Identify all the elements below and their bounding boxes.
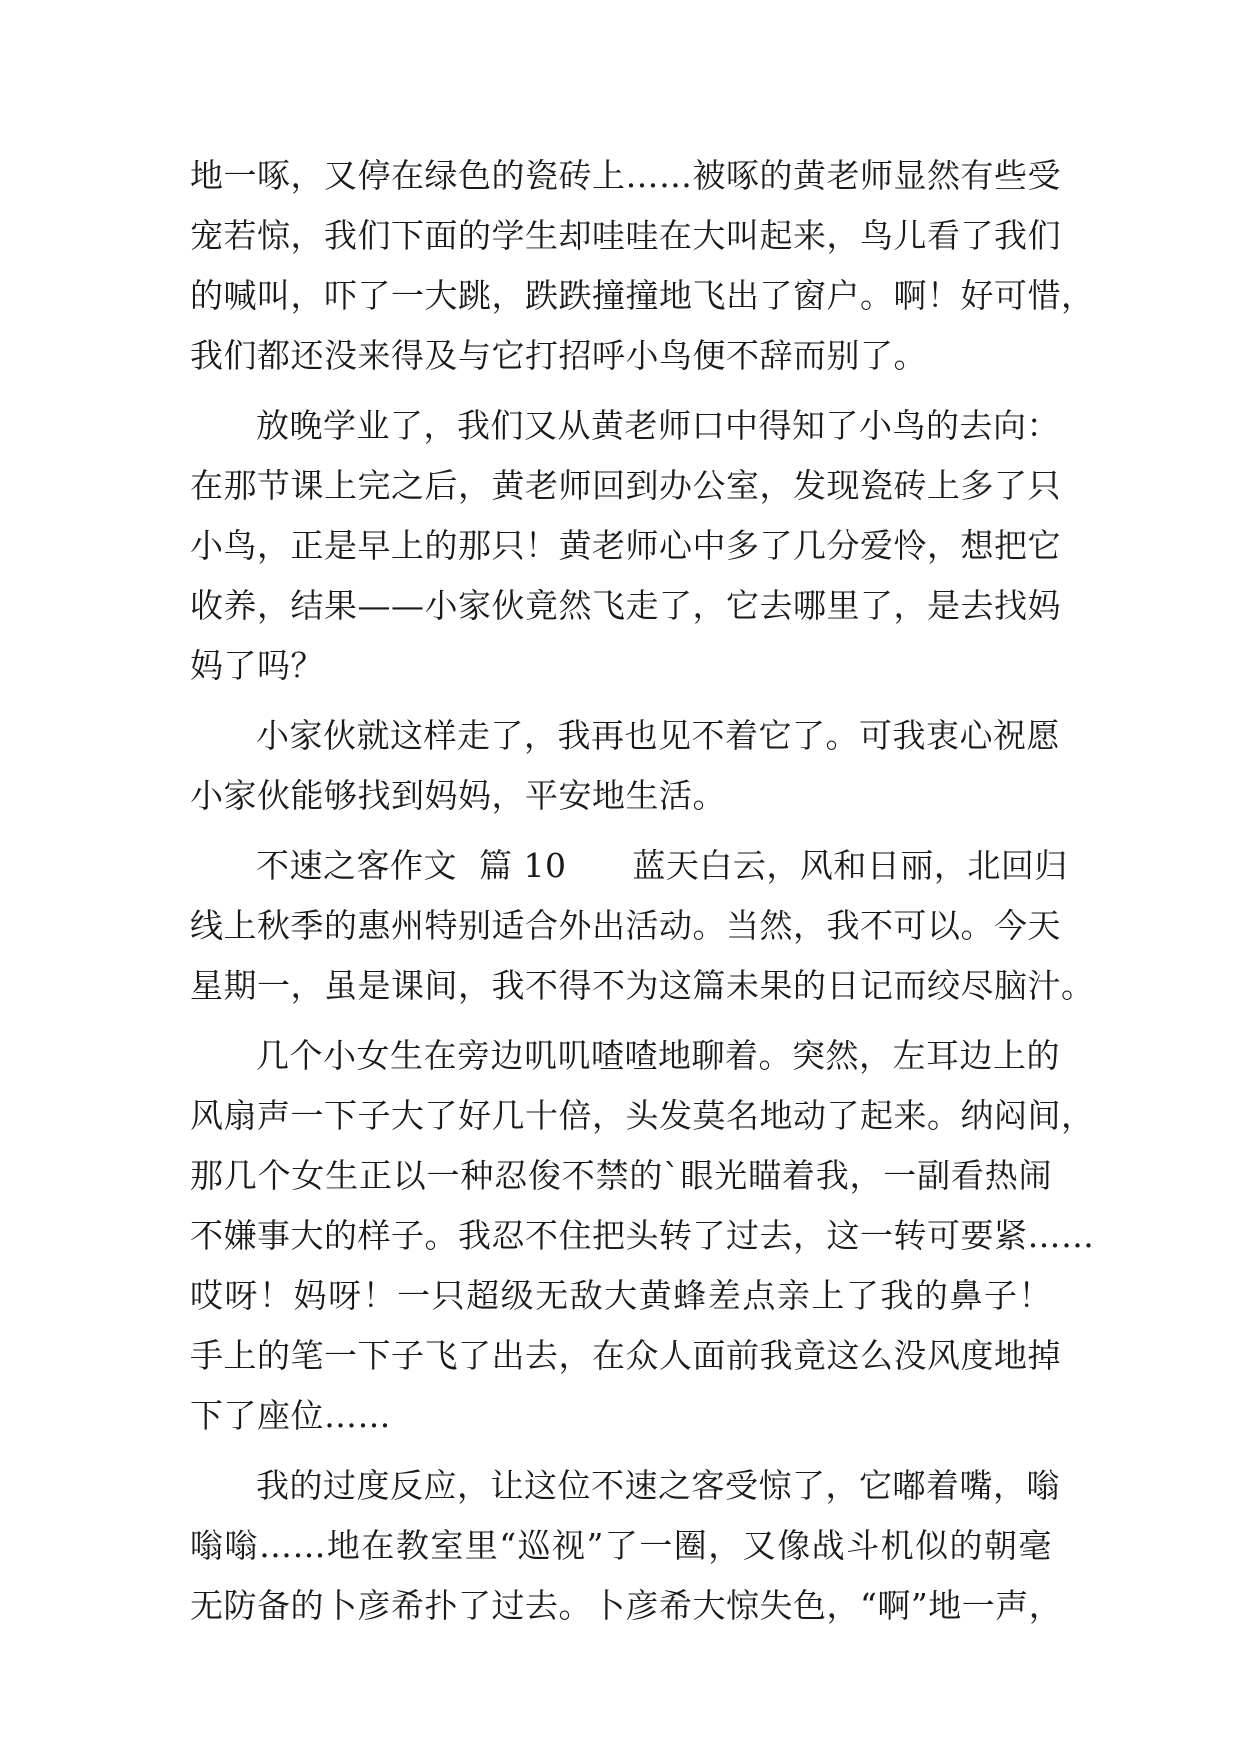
text-line: 几个小女生在旁边叽叽喳喳地聊着。突然，左耳边上的 xyxy=(256,1036,1060,1075)
paragraph xyxy=(190,146,1095,386)
paragraph xyxy=(190,396,1061,696)
text-line: 小家伙就这样走了，我再也见不着它了。可我衷心祝愿 xyxy=(256,716,1060,755)
paragraph xyxy=(190,706,1060,826)
text-line: 小家伙能够找到妈妈，平安地生活。 xyxy=(190,776,726,815)
document-page xyxy=(190,146,1095,1636)
text-line: 收养，结果——小家伙竟然飞走了，它去哪里了，是去找妈 xyxy=(190,586,1061,625)
text-line: 风扇声一下子大了好几十倍，头发莫名地动了起来。纳闷间， xyxy=(190,1096,1095,1135)
text-line: 哎呀！妈呀！一只超级无敌大黄蜂差点亲上了我的鼻子！ xyxy=(190,1276,1052,1315)
text-line: 小鸟，正是早上的那只！黄老师心中多了几分爱怜，想把它 xyxy=(190,526,1061,565)
text-line: 不嫌事大的样子。我忍不住把头转了过去，这一转可要紧…… xyxy=(190,1216,1095,1255)
text-line: 放晚学业了，我们又从黄老师口中得知了小鸟的去向： xyxy=(256,406,1060,445)
text-line: 无防备的卜彦希扑了过去。卜彦希大惊失色，“啊”地一声， xyxy=(190,1586,1063,1625)
text-line: 宠若惊，我们下面的学生却哇哇在大叫起来，鸟儿看了我们 xyxy=(190,216,1061,255)
text-line: 地一啄，又停在绿色的瓷砖上……被啄的黄老师显然有些受 xyxy=(190,156,1061,195)
paragraph xyxy=(190,1456,1063,1636)
text-line: 的喊叫，吓了一大跳，跌跌撞撞地飞出了窗户。啊！好可惜， xyxy=(190,276,1095,315)
paragraph xyxy=(190,836,1095,1016)
text-line: 在那节课上完之后，黄老师回到办公室，发现瓷砖上多了只 xyxy=(190,466,1061,505)
text-line: 手上的笔一下子飞了出去，在众人面前我竟这么没风度地掉 xyxy=(190,1336,1061,1375)
text-line: 星期一，虽是课间，我不得不为这篇未果的日记而绞尽脑汁。 xyxy=(190,966,1095,1005)
text-line: 线上秋季的惠州特别适合外出活动。当然，我不可以。今天 xyxy=(190,906,1061,945)
text-line: 我们都还没来得及与它打招呼小鸟便不辞而别了。 xyxy=(190,336,927,375)
text-line: 下了座位…… xyxy=(190,1396,391,1435)
text-line: 我的过度反应，让这位不速之客受惊了，它嘟着嘴，嗡 xyxy=(256,1466,1060,1505)
paragraph xyxy=(190,1026,1095,1446)
text-line: 那几个女生正以一种忍俊不禁的`眼光瞄着我，一副看热闹 xyxy=(190,1156,1052,1195)
text-line: 不速之客作文 篇 10 蓝天白云，风和日丽，北回归 xyxy=(256,846,1068,885)
text-line: 嗡嗡……地在教室里“巡视”了一圈，又像战斗机似的朝毫 xyxy=(190,1526,1052,1565)
text-line: 妈了吗？ xyxy=(190,646,324,685)
